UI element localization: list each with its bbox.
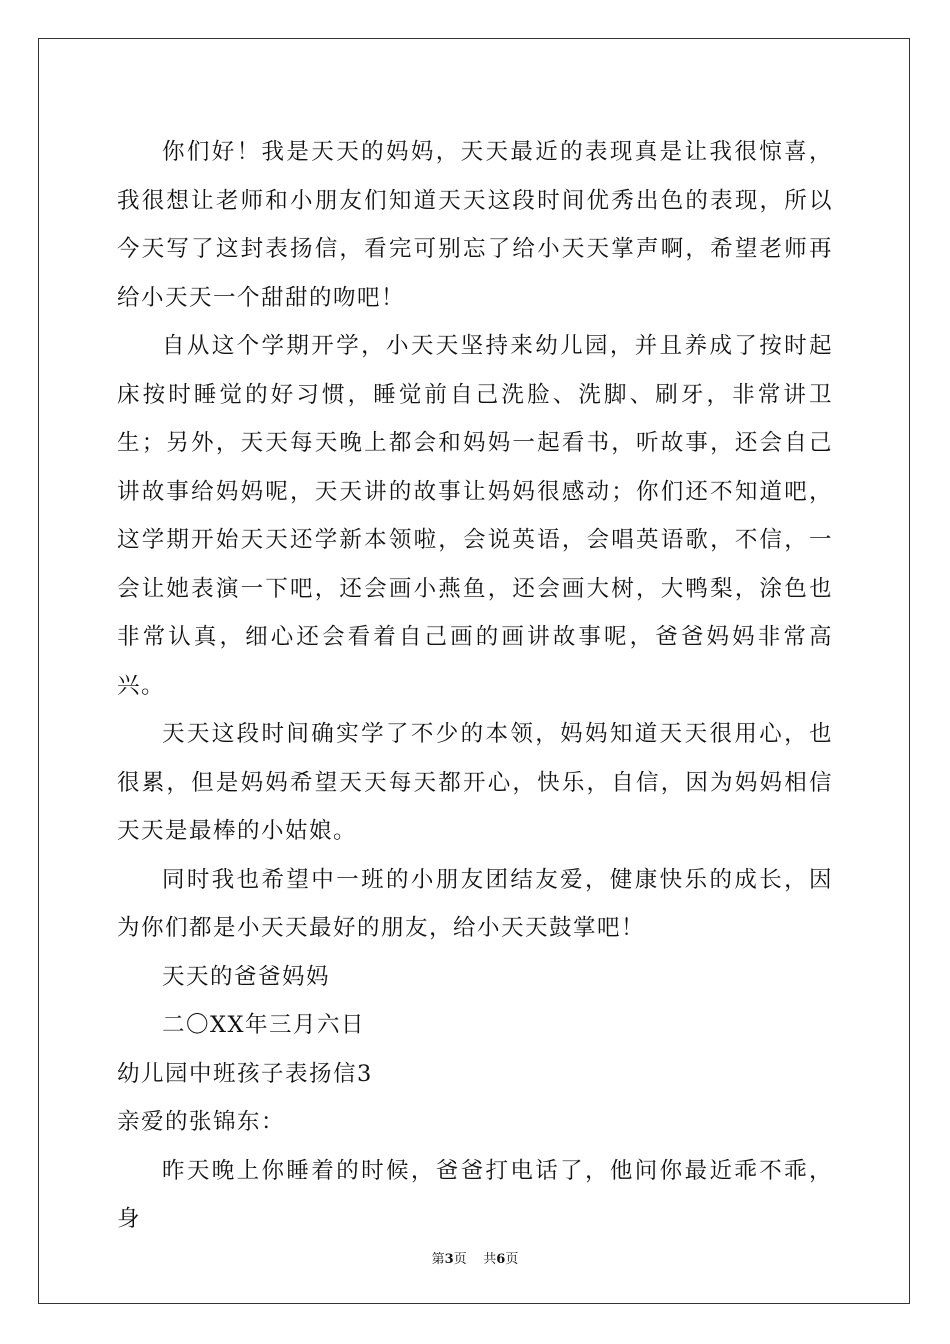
total-suffix: 页 xyxy=(505,1252,519,1267)
paragraph-4: 同时我也希望中一班的小朋友团结友爱，健康快乐的成长，因为你们都是小天天最好的朋友，给小天天鼓掌吧！ xyxy=(117,866,833,941)
signature: 天天的爸爸妈妈 xyxy=(162,963,331,990)
paragraph-2: 自从这个学期开学，小天天坚持来幼儿园，并且养成了按时起床按时睡觉的好习惯，睡觉前自己洗脸、洗脚、刷牙，非常讲卫生；另外，天天每天晚上都会和妈妈一起看书，听故事，还会自己讲故事给妈妈呢，天天讲的故事让妈妈很感动；你们还不知道吧，这学期开始天天还学新本领啦，会说英语，会唱英语歌，不信，一会让她表演一下吧，还会画小燕鱼，还会画大树，大鸭梨，涂色也非常认真，细心还会看着自己画的画讲故事呢，爸爸妈妈非常高兴。 xyxy=(117,333,833,699)
date: 二〇XX年三月六日 xyxy=(162,1012,366,1038)
page-number: 3 xyxy=(444,1252,454,1267)
document-body xyxy=(117,128,833,1244)
paragraph-5: 昨天晚上你睡着的时候，爸爸打电话了，他问你最近乖不乖，身 xyxy=(117,1157,833,1232)
letter-heading: 幼儿园中班孩子表扬信3 xyxy=(117,1060,373,1087)
paragraph-3: 天天这段时间确实学了不少的本领，妈妈知道天天很用心，也很累，但是妈妈希望天天每天都开心，快乐，自信，因为妈妈相信天天是最棒的小姑娘。 xyxy=(117,721,833,844)
paragraph-1: 你们好！我是天天的妈妈，天天最近的表现真是让我很惊喜，我很想让老师和小朋友们知道天天这段时间优秀出色的表现，所以今天写了这封表扬信，看完可别忘了给小天天掌声啊，希望老师再给小天天一个甜甜的吻吧！ xyxy=(117,139,833,311)
page-footer xyxy=(0,1248,950,1267)
salutation: 亲爱的张锦东： xyxy=(117,1109,286,1135)
page-suffix: 页 xyxy=(453,1252,467,1267)
total-prefix: 共 xyxy=(483,1252,497,1267)
page-prefix: 第 xyxy=(431,1252,445,1267)
total-pages: 6 xyxy=(496,1252,506,1267)
